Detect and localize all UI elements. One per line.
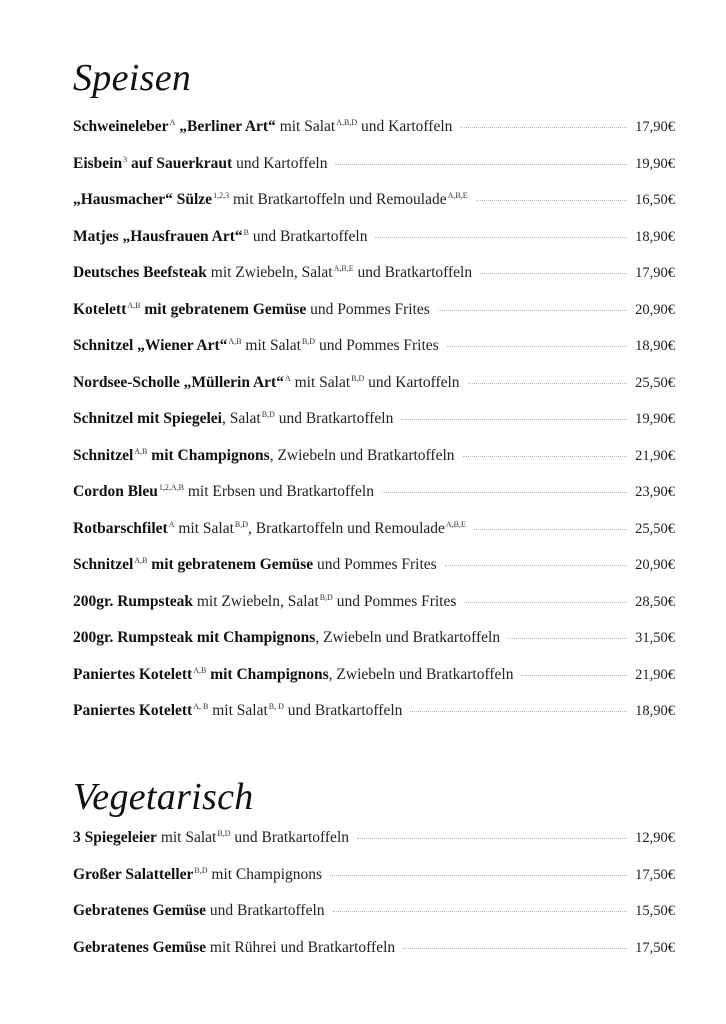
allergen-code: A,B xyxy=(127,300,141,310)
price: 19,90€ xyxy=(635,411,675,427)
dish-side: , Salat xyxy=(221,410,261,427)
allergen-code: B, D xyxy=(268,702,284,711)
menu-item-description xyxy=(73,228,367,246)
dotted-leader xyxy=(438,310,627,311)
menu-item xyxy=(73,829,675,866)
menu-item xyxy=(73,228,675,265)
menu-item-description xyxy=(73,556,437,574)
dotted-leader xyxy=(403,948,627,949)
allergen-code: B,D xyxy=(301,337,316,346)
menu-item xyxy=(73,374,675,411)
dish-name: Großer Salatteller xyxy=(73,865,194,883)
dish-name: Paniertes Kotelett xyxy=(73,702,193,719)
allergen-code: A,B xyxy=(134,556,148,565)
menu-item-description xyxy=(73,337,439,355)
allergen-code: A,B xyxy=(134,446,148,456)
dish-side: mit Salat xyxy=(174,519,234,537)
dish-side: und Pommes Frites xyxy=(306,300,430,318)
dotted-leader xyxy=(375,237,627,238)
menu-item xyxy=(73,337,675,374)
dotted-leader xyxy=(474,529,627,530)
dotted-leader xyxy=(464,602,627,603)
allergen-code: B xyxy=(243,227,249,237)
menu-item-description xyxy=(73,666,513,684)
price: 17,50€ xyxy=(635,866,675,883)
menu-item xyxy=(73,902,675,939)
dish-name: „Hausmacher“ Sülze xyxy=(73,191,213,208)
menu-item xyxy=(73,118,675,155)
menu-item-description xyxy=(73,264,472,282)
dish-name: Rotbarschfilet xyxy=(73,519,168,537)
dish-name: Paniertes Kotelett xyxy=(73,665,193,683)
section-title-vegetarisch: Vegetarisch xyxy=(73,776,254,818)
dish-side: , Zwiebeln und Bratkartoffeln xyxy=(269,446,455,464)
menu-item xyxy=(73,556,675,593)
dish-side: und Pommes Frites xyxy=(313,556,437,573)
dish-name: Schnitzel „Wiener Art“ xyxy=(73,337,228,354)
allergen-code: B,D xyxy=(234,519,249,529)
dotted-leader xyxy=(447,346,627,347)
menu-item-description xyxy=(73,447,455,465)
menu-item xyxy=(73,593,675,630)
dish-side: mit Salat xyxy=(156,829,217,846)
price: 12,90€ xyxy=(635,830,675,846)
allergen-code: A xyxy=(169,118,176,127)
menu-item-description xyxy=(73,829,349,847)
menu-item-description xyxy=(73,593,456,611)
allergen-code: A,B xyxy=(228,337,242,346)
dish-side: mit Zwiebeln, Salat xyxy=(206,264,333,281)
menu-item-description xyxy=(73,902,325,920)
dish-name: Deutsches Beefsteak xyxy=(73,264,207,281)
menu-item-description xyxy=(73,155,327,173)
allergen-code: A,B xyxy=(193,665,207,675)
dish-name: 200gr. Rumpsteak mit Champignons xyxy=(73,629,316,646)
price: 17,50€ xyxy=(635,939,675,956)
dish-name: mit Champignons xyxy=(147,446,270,464)
menu-item-description xyxy=(73,483,374,501)
menu-item xyxy=(73,301,675,338)
price: 25,50€ xyxy=(635,374,675,391)
price: 23,90€ xyxy=(635,484,675,500)
price: 25,50€ xyxy=(635,520,675,537)
price: 21,90€ xyxy=(635,447,675,464)
dish-side: und Bratkartoffeln xyxy=(274,410,394,427)
dish-side: mit Champignons xyxy=(207,865,323,883)
menu-list-vegetarisch xyxy=(73,829,675,975)
dish-side: , Zwiebeln und Bratkartoffeln xyxy=(315,629,501,646)
menu-item xyxy=(73,520,675,557)
menu-list-speisen xyxy=(73,118,675,739)
menu-item-description xyxy=(73,939,395,957)
dotted-leader xyxy=(463,456,628,457)
allergen-code: B,D xyxy=(217,829,231,838)
dish-side: mit Salat xyxy=(290,373,351,391)
dish-side: mit Rührei und Bratkartoffeln xyxy=(206,938,396,956)
price: 16,50€ xyxy=(635,192,675,208)
dish-side: mit Salat xyxy=(241,337,301,354)
allergen-code: B,D xyxy=(351,373,365,383)
price: 18,90€ xyxy=(635,703,675,719)
dish-side: mit Salat xyxy=(275,118,336,135)
price: 21,90€ xyxy=(635,666,675,683)
allergen-code: 1,2,3 xyxy=(213,191,230,200)
dotted-leader xyxy=(445,565,627,566)
menu-item-description xyxy=(73,702,402,720)
menu-item xyxy=(73,410,675,447)
menu-item-description xyxy=(73,410,393,428)
dish-name: 3 Spiegeleier xyxy=(73,829,157,846)
dish-name: Gebratenes Gemüse xyxy=(73,938,207,956)
price: 19,90€ xyxy=(635,155,675,172)
price: 20,90€ xyxy=(635,557,675,573)
dish-side: und Kartoffeln xyxy=(364,373,460,391)
dish-name: Schweineleber xyxy=(73,118,169,135)
dish-side: und Pommes Frites xyxy=(332,592,457,610)
menu-item xyxy=(73,702,675,739)
menu-item xyxy=(73,483,675,520)
menu-item xyxy=(73,191,675,228)
allergen-code: A,B,E xyxy=(333,264,354,273)
allergen-code: B,D xyxy=(319,592,333,602)
dish-side: und Kartoffeln xyxy=(357,118,453,135)
dotted-leader xyxy=(480,273,627,274)
dish-name: Matjes „Hausfrauen Art“ xyxy=(73,227,243,245)
dotted-leader xyxy=(476,200,628,201)
allergen-code: A,B,D xyxy=(336,118,358,127)
dish-name: mit Champignons xyxy=(206,665,329,683)
menu-item-description xyxy=(73,520,466,538)
price: 15,50€ xyxy=(635,903,675,919)
dish-name: Eisbein xyxy=(73,154,123,172)
menu-item-description xyxy=(73,191,468,209)
menu-item xyxy=(73,155,675,192)
allergen-code: A, B xyxy=(193,702,209,711)
price: 17,90€ xyxy=(635,119,675,135)
dish-name: mit gebratenem Gemüse xyxy=(140,300,307,318)
dotted-leader xyxy=(333,911,628,912)
menu-item-description xyxy=(73,374,460,392)
menu-item-description xyxy=(73,118,452,136)
dish-side: und Bratkartoffeln xyxy=(283,702,403,719)
price: 31,50€ xyxy=(635,630,675,646)
dotted-leader xyxy=(357,838,627,839)
allergen-code: B,D xyxy=(261,410,275,419)
dotted-leader xyxy=(460,127,627,128)
dish-side: und Bratkartoffeln xyxy=(353,264,473,281)
dish-name: Cordon Bleu xyxy=(73,483,158,500)
dish-name: Schnitzel mit Spiegelei xyxy=(73,410,222,427)
dish-name: auf Sauerkraut xyxy=(127,154,233,172)
menu-item xyxy=(73,264,675,301)
allergen-code: B,D xyxy=(194,865,208,875)
allergen-code: A xyxy=(168,519,175,529)
dotted-leader xyxy=(468,383,628,384)
dotted-leader xyxy=(521,675,627,676)
dish-name: Schnitzel xyxy=(73,556,134,573)
dotted-leader xyxy=(410,711,627,712)
dish-name: Nordsee-Scholle „Müllerin Art“ xyxy=(73,373,284,391)
allergen-code: 1,2,A,B xyxy=(158,483,184,492)
dish-side: mit Zwiebeln, Salat xyxy=(193,592,319,610)
price: 20,90€ xyxy=(635,301,675,318)
dotted-leader xyxy=(401,419,627,420)
menu-item-description xyxy=(73,629,500,647)
price: 28,50€ xyxy=(635,593,675,610)
dish-side: mit Salat xyxy=(208,702,268,719)
dish-name: mit gebratenem Gemüse xyxy=(147,556,314,573)
dish-side: mit Bratkartoffeln und Remoulade xyxy=(229,191,447,208)
allergen-code: A xyxy=(284,373,291,383)
allergen-code: A,B,E xyxy=(445,519,466,529)
menu-item xyxy=(73,866,675,903)
menu-item xyxy=(73,629,675,666)
section-title-speisen: Speisen xyxy=(73,57,192,99)
dish-side: und Bratkartoffeln xyxy=(206,902,325,919)
dish-side: , Bratkartoffeln und Remoulade xyxy=(248,519,445,537)
menu-item xyxy=(73,447,675,484)
dish-name: 200gr. Rumpsteak xyxy=(73,592,193,610)
price: 18,90€ xyxy=(635,338,675,354)
dish-side: mit Erbsen und Bratkartoffeln xyxy=(183,483,374,500)
allergen-code: 3 xyxy=(123,154,128,164)
dotted-leader xyxy=(335,164,627,165)
dish-side: und Bratkartoffeln xyxy=(230,829,349,846)
menu-item xyxy=(73,666,675,703)
dish-side: und Pommes Frites xyxy=(315,337,439,354)
dish-side: und Kartoffeln xyxy=(232,154,328,172)
allergen-code: A,B,E xyxy=(447,191,468,200)
dotted-leader xyxy=(382,492,627,493)
dotted-leader xyxy=(508,638,627,639)
dish-side: und Bratkartoffeln xyxy=(248,227,368,245)
price: 17,90€ xyxy=(635,265,675,281)
dotted-leader xyxy=(330,875,627,876)
dish-name: Schnitzel xyxy=(73,446,134,464)
price: 18,90€ xyxy=(635,228,675,245)
dish-name: Kotelett xyxy=(73,300,127,318)
dish-name: Gebratenes Gemüse xyxy=(73,902,207,919)
menu-item-description xyxy=(73,866,322,884)
menu-item-description xyxy=(73,301,430,319)
dish-side: , Zwiebeln und Bratkartoffeln xyxy=(328,665,514,683)
menu-item xyxy=(73,939,675,976)
dish-name: „Berliner Art“ xyxy=(175,118,276,135)
